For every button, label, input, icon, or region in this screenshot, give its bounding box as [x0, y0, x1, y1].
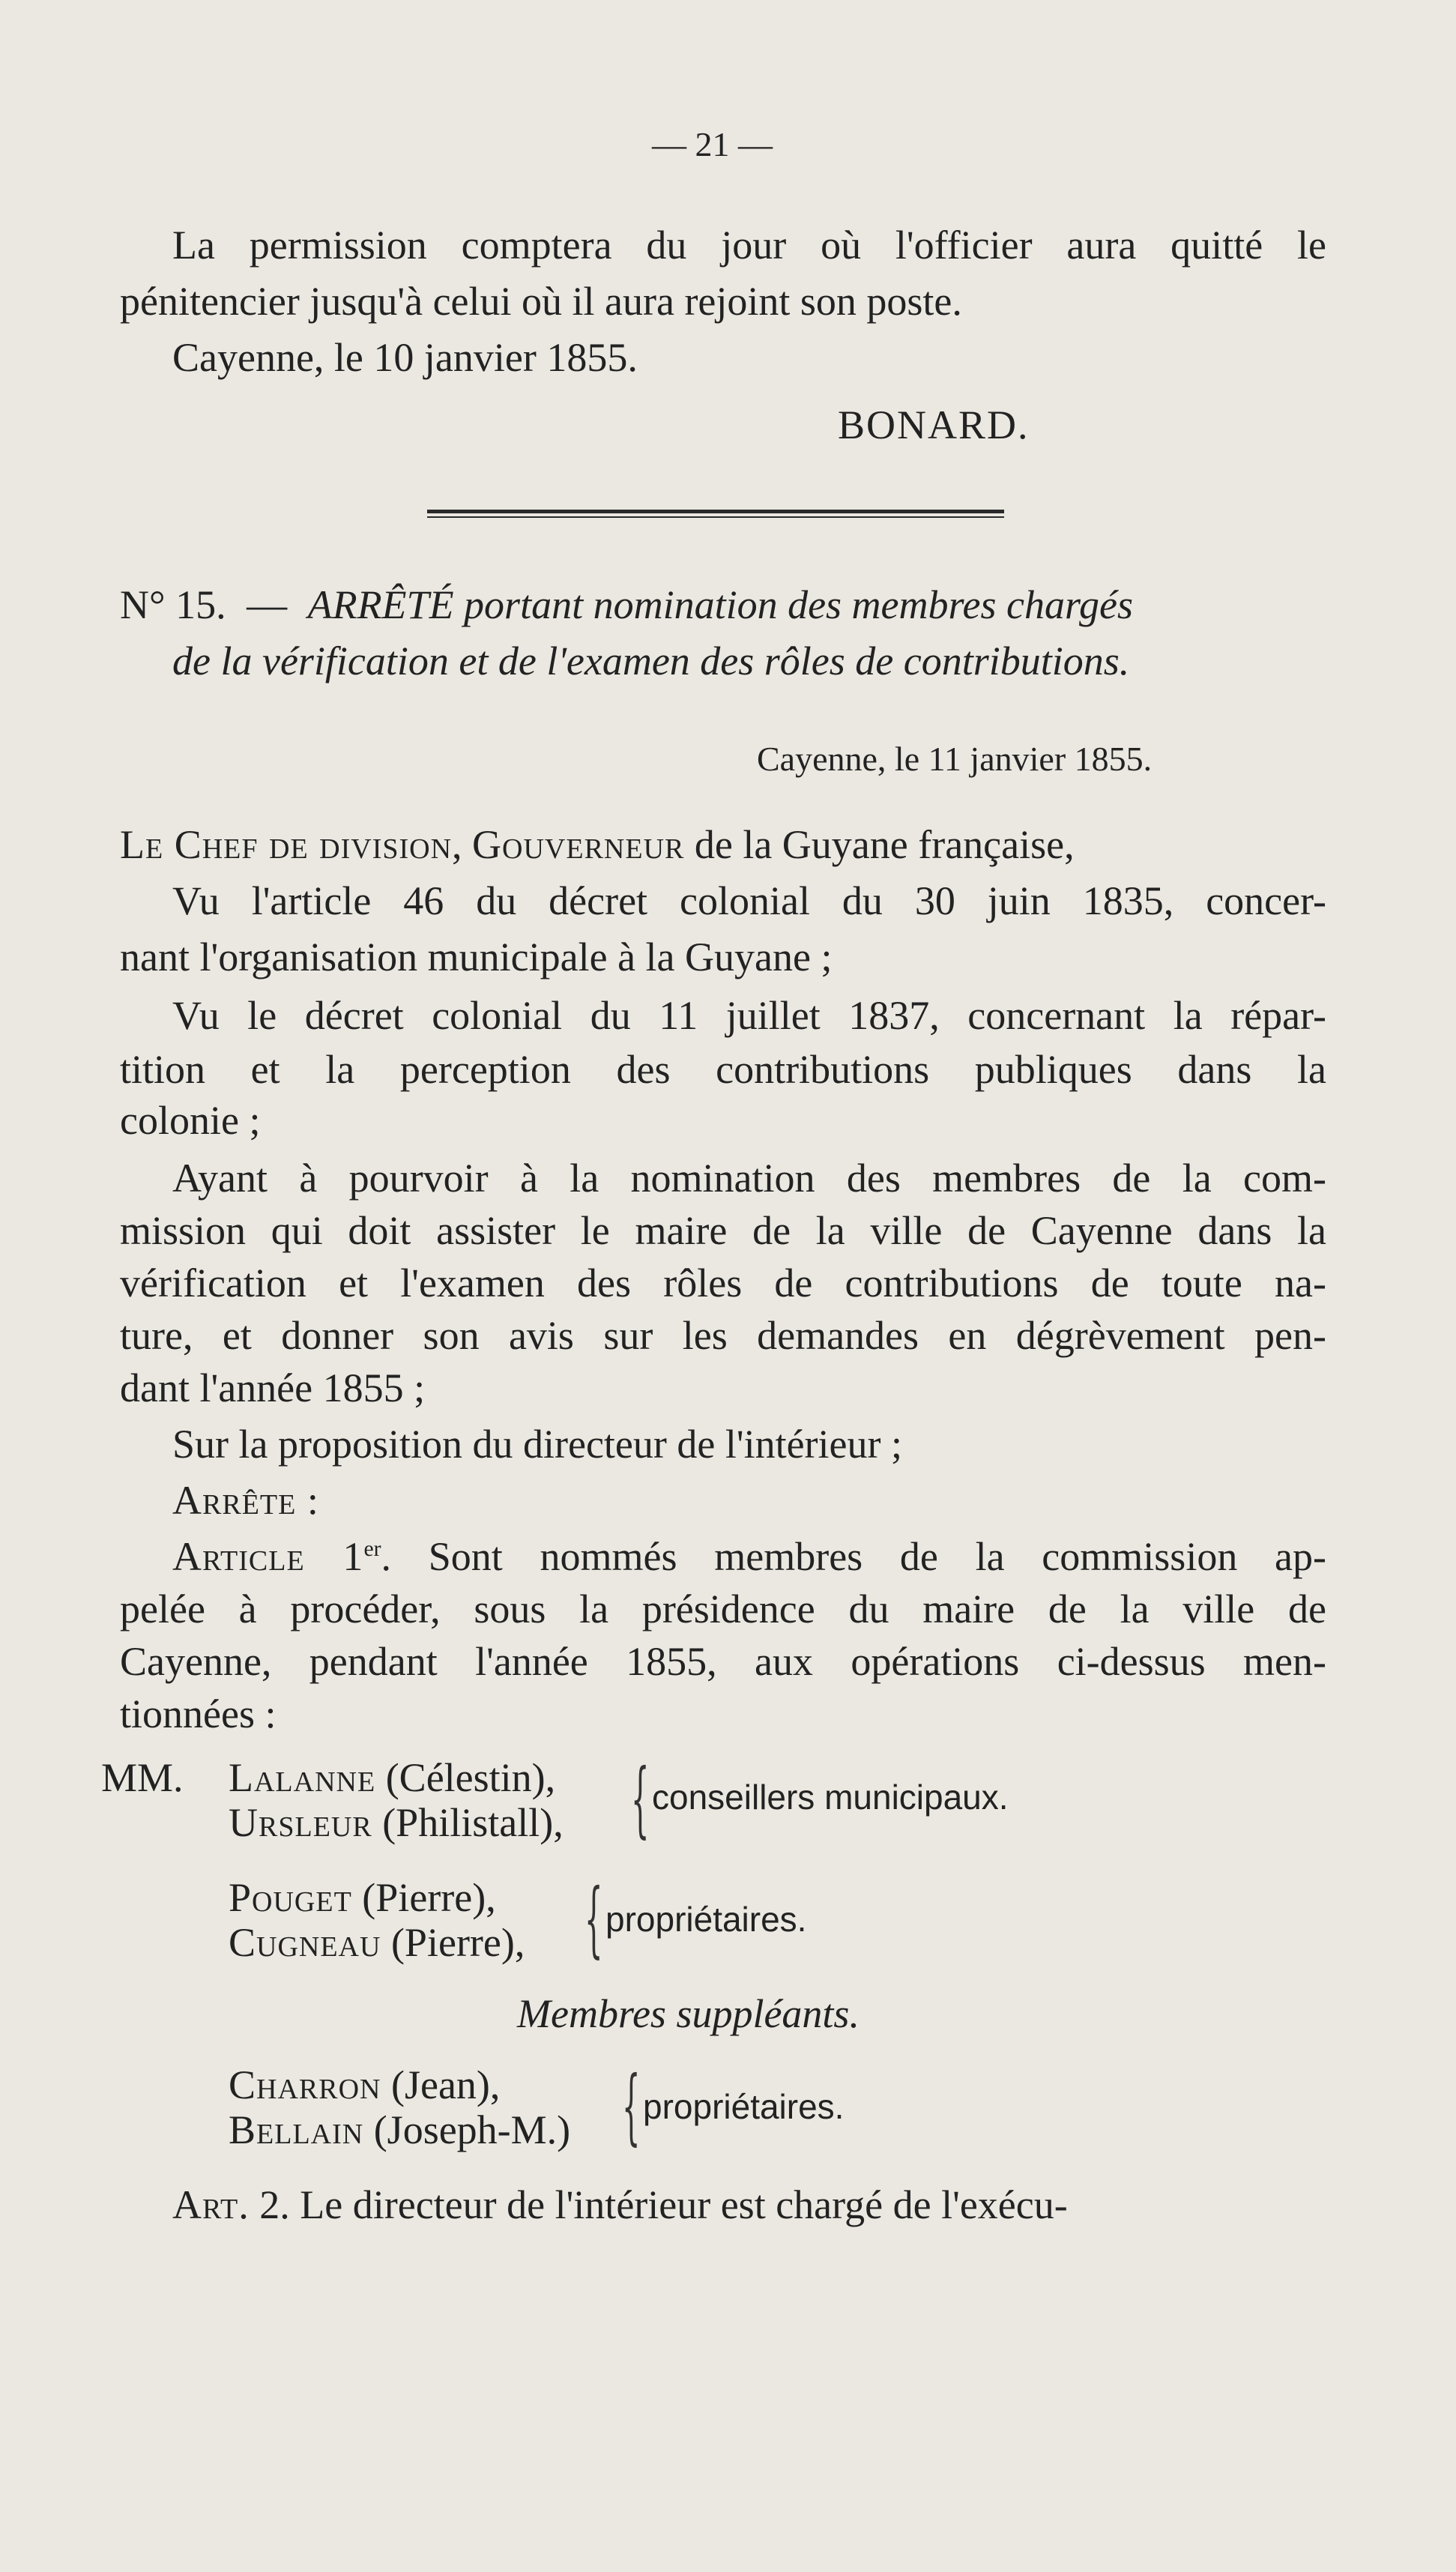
text-line: Cayenne, pendant l'année 1855, aux opérations ci-dessus men-: [120, 1639, 1326, 1684]
decree-title: de la vérification et de l'examen des rôles de contributions.: [172, 639, 1130, 683]
member-firstname: (Pierre),: [362, 1875, 496, 1920]
member-role: conseillers municipaux.: [652, 1778, 1009, 1817]
member-firstname: (Philistall),: [382, 1800, 564, 1845]
decree-number: N° 15.: [120, 582, 226, 627]
text-line: vérification et l'examen des rôles de contributions de toute na-: [120, 1261, 1326, 1305]
article-2-line: [172, 2182, 1326, 2227]
governor-title: Gouverneur: [472, 822, 685, 867]
text-line: Sur la proposition du directeur de l'intérieur ;: [172, 1422, 902, 1467]
brace-symbol: {: [584, 1871, 603, 1966]
decree-dash: —: [247, 582, 288, 627]
chef-title: Le Chef de division: [120, 822, 453, 867]
member-role: propriétaires.: [643, 2087, 845, 2126]
text-line: tionnées :: [120, 1691, 277, 1736]
signature: BONARD.: [838, 402, 1030, 447]
decree-date: Cayenne, le 11 janvier 1855.: [757, 740, 1153, 778]
text-line: Ayant à pourvoir à la nomination des membres de la com-: [172, 1156, 1326, 1201]
member-name: Lalanne: [229, 1755, 376, 1800]
member-firstname: (Joseph-M.): [373, 2107, 571, 2152]
member-name: Charron: [229, 2062, 381, 2107]
member-firstname: (Jean),: [390, 2062, 501, 2107]
member-entry: [229, 2107, 571, 2152]
member-name: Cugneau: [229, 1920, 381, 1965]
article-sup: er: [363, 1537, 381, 1561]
decree-title: ARRÊTÉ portant nomination des membres chargés: [307, 582, 1133, 627]
text-line: pelée à procéder, sous la présidence du maire de la ville de: [120, 1587, 1326, 1631]
member-entry: [229, 1877, 496, 1918]
article-text: 2. Le directeur de l'intérieur est chargé de l'exécu-: [259, 2182, 1068, 2227]
member-entry: [229, 1757, 555, 1798]
preamble-text: de la Guyane française,: [694, 822, 1075, 867]
text-line: colonie ;: [120, 1098, 261, 1143]
text-line: mission qui doit assister le maire de la ville de Cayenne dans la: [120, 1208, 1326, 1253]
decree-title-line: [120, 582, 1133, 627]
separator-rule: [427, 516, 1004, 518]
member-role: propriétaires.: [605, 1900, 807, 1939]
text-line: Vu le décret colonial du 11 juillet 1837, concernant la répar-: [172, 993, 1326, 1038]
article-1-line: [172, 1536, 1326, 1577]
member-name: Ursleur: [229, 1800, 372, 1845]
member-entry: [229, 2062, 501, 2107]
text-line: pénitencier jusqu'à celui où il aura rejoint son poste.: [120, 279, 962, 324]
arrete-heading: Arrête :: [172, 1478, 319, 1523]
preamble-line: Le Chef de division, Gouverneur de la Guyane française,: [120, 822, 1075, 867]
article-label: Art.: [172, 2182, 250, 2227]
article-label: Article 1: [172, 1534, 364, 1579]
text-line: ture, et donner son avis sur les demandes en dégrèvement pen-: [120, 1313, 1326, 1358]
member-firstname: (Pierre),: [390, 1920, 525, 1965]
text-line: Vu l'article 46 du décret colonial du 30 juin 1835, concer-: [172, 878, 1326, 923]
member-entry: [229, 1922, 525, 1963]
text-line: nant l'organisation municipale à la Guyane ;: [120, 935, 833, 979]
member-name: Pouget: [229, 1875, 352, 1920]
mm-label: MM.: [101, 1755, 184, 1800]
text-line: La permission comptera du jour où l'officier aura quitté le: [172, 223, 1326, 268]
place-date: Cayenne, le 10 janvier 1855.: [172, 335, 638, 380]
suppleants-heading: Membres suppléants.: [517, 1991, 860, 2036]
text-line: tition et la perception des contributions publiques dans la: [120, 1047, 1326, 1092]
page-number: — 21 —: [652, 125, 773, 163]
separator-rule: [427, 510, 1004, 513]
brace-symbol: {: [622, 2058, 641, 2154]
text-line: dant l'année 1855 ;: [120, 1365, 426, 1410]
member-entry: [229, 1802, 564, 1843]
article-text: . Sont nommés membres de la commission ap-: [381, 1534, 1327, 1579]
member-name: Bellain: [229, 2107, 364, 2152]
brace-symbol: {: [631, 1751, 650, 1847]
member-firstname: (Célestin),: [385, 1755, 556, 1800]
